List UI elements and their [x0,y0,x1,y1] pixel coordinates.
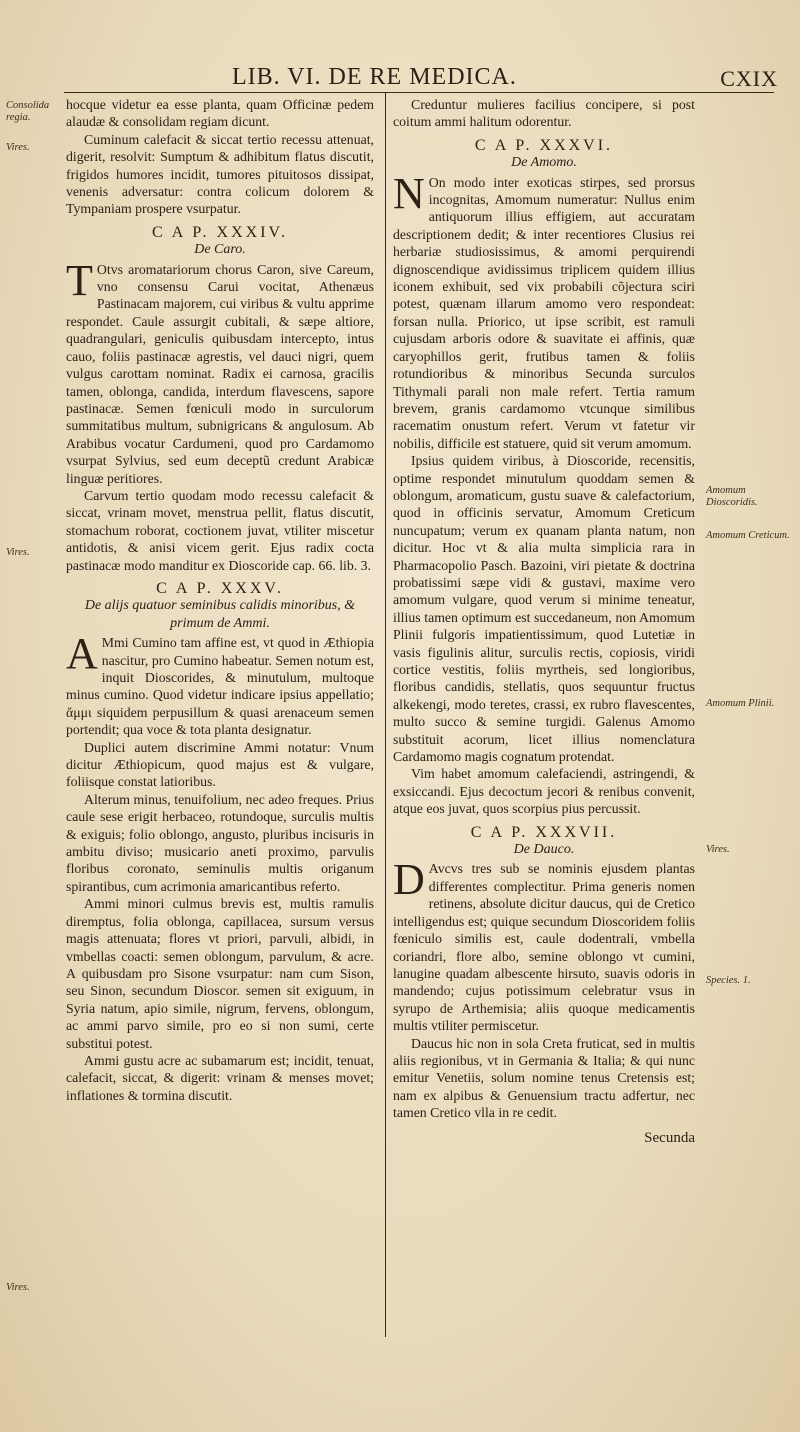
margin-note-consolida: Consolida regia. [6,100,50,123]
chapter-heading: C A P. XXXIV. [151,223,289,241]
paragraph: Vim habet amomum calefaciendi, astringendi, & exsiccandi. Ejus decoctum jecori & renibus convenit, atque eos juvat, quos scorpius pius percussit. [393,766,695,817]
margin-note-vires-2: Vires. [6,547,30,558]
chapter-heading: C A P. XXXVI. [474,136,614,154]
paragraph: Duplici autem discrimine Ammi notatur: Vnum dicitur Æthiopicum, quod majus est & vulgare, foliisque constat latioribus. [66,739,374,790]
right-column [393,96,695,1147]
paragraph-text: On modo inter exoticas stirpes, sed prorsus incognitas, Amomum numeratur: Nullus enim antiquorum illius effigiem, aut accuratam descriptionem dedit; & inter recentiores Clusius rei herbariæ studiosissimus, & amomi perquirendi dignoscendique avidissimus triplicem quidem illius iconem exhibuit, sed vix probabili cõjectura sciri potest, quænam illarum amomo vero respondeat: forsan nulla. Priorico, ut ipse scribit, est ramuli cujusdam arboris odore & suavitate ei affinis, quæ caryophillos gerit, frutibus tamen & foliis rotundioribus & minoribus Secunda surculos Tithymali parali non male refert. Tertia ramum brevem, granis cardamomo vtcunque similibus racematim onustum refert. Verum vt fatetur vir nobilis, difficile est statuere, quid sit verum amomum. [393,174,695,451]
paragraph [393,168,695,453]
margin-note-amomum-plinii: Amomum Plinii. [706,698,775,709]
drop-cap: T [66,255,93,305]
paragraph: Ipsius quidem viribus, à Dioscoride, recensitis, optime respondet minutulum quoddam semen & oblongum, aromaticum, gustu suave & calefactorium, quod in officinis servatur, Amomum Creticum nuncupatum; verum ex quanam planta natum, non dicitur. Hoc vt & alia multa simplicia rara in Pharmacopolio Pasch. Bazoini, viri pietate & doctrina probatissimi sæpe vidi & gustavi, maxime vero amomum vulgare, quod verum si minime teneatur, illius tamen optimum est succedaneum, non Amomum Plinii fulgoris impatientissimum, quod Lutetiæ in vasis figulinis alitur, surculis rectis, copiosis, viridi cortice vestitis, foliis myrtheis, sed longioribus, floribus candidis, stellatis, quos sequuntur fructus alkekengi, modo teretes, crassi, ex rubro flavescentes, multo succo & semine turgidi. Galenus Amomo substituit acorum, licet illius nomenclatura Cardamomo magis cognatum protendat. [393,453,695,765]
paragraph-text: Mmi Cumino tam affine est, vt quod in Æthiopia nascitur, pro Cumino habeatur. Semen notum est, inquit Dioscorides, & minutulum, multoque minus cumino. Quod videtur indicare ipsius appellatio; ἄμμι siquidem perpusillum & quasi arenaceum semen portendit; qua voce & tota planta designatur. [66,635,374,738]
paragraph: Ammi gustu acre ac subamarum est; incidit, tenuat, calefacit, siccat, & digerit: vrinam & menses movet; inflationes & tormina discutit. [66,1052,374,1103]
drop-cap: A [66,629,98,679]
paragraph [66,629,374,738]
catchword: Secunda [644,1129,695,1146]
folio-number: CXIX [720,66,778,91]
running-title: LIB. VI. DE RE MEDICA. [232,64,517,90]
margin-note-vires-1: Vires. [6,142,30,153]
paragraph [393,855,695,1034]
paragraph: Daucus hic non in sola Creta fruticat, sed in multis aliis regionibus, vt in Germania & Italia; & qui nunc emitur Venetiis, solum nomine tenus Cretensis est; nam ex alpibus & Genuensium tractu adfertur, nec tamen Cretico vlla in re cedit. [393,1035,695,1121]
chapter-title: De Amomo. [511,155,577,171]
chapter-title: De Dauco. [513,842,575,858]
column-divider [385,92,386,1337]
margin-note-vires-3: Vires. [6,1282,30,1293]
paragraph: Creduntur mulieres facilius concipere, si post coitum ammi halitum odorentur. [393,97,695,130]
chapter-heading: C A P. XXXVII. [470,823,618,841]
paragraph-text: Otvs aromatariorum chorus Caron, sive Careum, vno consensu Carui vocitat, Athenæus Pastinacam majorem, cui viribus & vultu apprime respondet. Caule assurgit cubitali, & sæpe altiore, quadrangulari, geniculis quibusdam intercepto, intus cauo, foliis pastinacæ agrestis, vel dauci nigri, quem vulgus carottam nominat. Radix ei carnosa, gracilis tamen, oblonga, candida, interdum flavescens, sapore pastinacæ. Semen fœniculi modo in surculorum summitatibus multum, subnigricans & angulosum. Ab Arabibus vocatur Cardumeni, quod pro Cardamomo vsurpat Sylvius, sed eum deceptũ credunt Arabicæ linguæ peritiores. [66,261,374,486]
paragraph: Ammi minori culmus brevis est, multis ramulis diremptus, folia oblonga, capillacea, sursum versus magis attenuata; flores vt priori, parvuli, albidi, in vmbellas coacti: semen oblongum, parvulum, & acre. A quibusdam pro Sisone vsurpatur: nam cum Sison, seu Sinon, secundum Dioscor. semen sit exiguum, in Syria natum, apio simile, nigrum, fervens, oblongum, ac ammi parvo simile, pro eo si non sumi, certe substitui potest. [66,896,374,1051]
paragraph: Carvum tertio quodam modo recessu calefacit & siccat, vrinam movet, menstrua pellit, flatus discutit, stomachum roborat, coctionem juvat, vtiliter miscetur antidotis, & anisi vicem gerit. Ejus radix cocta pastinacæ modo manditur ex Dioscoride cap. 66. lib. 3. [66,487,374,573]
paragraph: hocque videtur ea esse planta, quam Officinæ pedem alaudæ & consolidam regiam dicunt. [66,97,374,130]
margin-note-amomum-creticum: Amomum Creticum. [706,530,790,541]
chapter-title: De Caro. [194,242,246,258]
paragraph: Cuminum calefacit & siccat tertio recessu attenuat, digerit, resolvit: Sumptum & adhibitum flatus discutit, frigidos humores incidit, tumores pituitosos dissipat, venenis adversatur: contra colicum dolorem & Tympaniam prospere vsurpatur. [66,131,374,217]
header-rule [64,92,774,93]
paragraph [66,255,374,487]
left-column [66,96,374,1104]
paragraph-text: Avcvs tres sub se nominis ejusdem plantas differentes complectitur. Prima generis nomen retinens, absolute dicitur daucus, qui de Cretico intelligendus est; quique secundum Dioscoridem foliis fœniculo similis est, caule dodentrali, vmbella coriandri, flore albo, semine oblongo vt cumini, lanugine quadam albescente hirsuto, suavis odoris in mandendo; cujus potissimum celebratur vsus in syrupo de Arthemisia; aliis quoque medicamentis multis vtiliter permiscetur. [393,861,695,1034]
paragraph: Alterum minus, tenuifolium, nec adeo freques. Prius caule sese erigit herbaceo, rotundoque, surculis multis & exiguis; folio oblongo, angusto, pluribus incisuris in ambitu diviso; musicario aneti proximo, parvulis floribus coronato, seminulis multis origanum spirantibus, cum acrimonia amaricantibus referto. [66,791,374,894]
margin-note-amomum-dioscoridis: Amomum Dioscoridis. [706,485,758,508]
chapter-heading: C A P. XXXV. [156,579,284,597]
drop-cap: N [393,168,425,218]
margin-note-vires-4: Vires. [706,844,730,855]
drop-cap: D [393,855,425,905]
margin-note-species: Species. 1. [706,975,751,986]
chapter-title: De alijs quatuor seminibus calidis minoribus, & primum de Ammi. [84,598,356,631]
